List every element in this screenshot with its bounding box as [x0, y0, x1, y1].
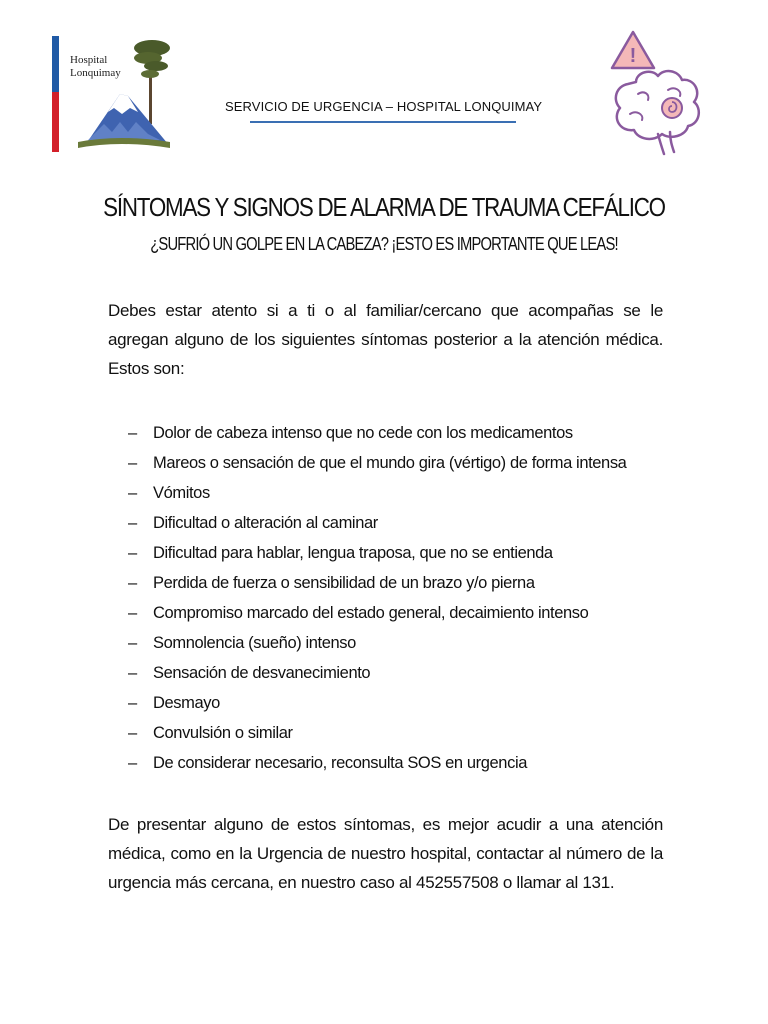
- list-item: – Sensación de desvanecimiento: [128, 658, 688, 688]
- service-title: SERVICIO DE URGENCIA – HOSPITAL LONQUIMAY: [225, 99, 543, 114]
- list-item: – Convulsión o similar: [128, 718, 688, 748]
- list-item: – Dificultad para hablar, lengua traposa, que no se entienda: [128, 538, 688, 568]
- list-item: – Dolor de cabeza intenso que no cede con los medicamentos: [128, 418, 688, 448]
- logo-line-2: Lonquimay: [70, 67, 121, 79]
- list-item: – Somnolencia (sueño) intenso: [128, 628, 688, 658]
- page-title: SÍNTOMAS Y SIGNOS DE ALARMA DE TRAUMA CEFÁLICO: [103, 192, 665, 222]
- warning-symbol: !: [629, 45, 637, 67]
- service-title-underline: [250, 121, 516, 123]
- flag-stripe-blue: [52, 36, 59, 92]
- intro-paragraph: Debes estar atento si a ti o al familiar/cercano que acompañas se le agregan alguno de los siguientes síntomas posterior a la atención médica. Estos son:: [108, 301, 663, 378]
- page-subtitle: ¿SUFRIÓ UN GOLPE EN LA CABEZA? ¡ESTO ES IMPORTANTE QUE LEAS!: [150, 234, 618, 254]
- list-item: – Perdida de fuerza o sensibilidad de un brazo y/o pierna: [128, 568, 688, 598]
- document-header: [0, 0, 768, 170]
- list-item: – De considerar necesario, reconsulta SOS en urgencia: [128, 748, 688, 778]
- logo-line-1: Hospital: [70, 54, 108, 66]
- flag-stripe-red: [52, 92, 59, 152]
- list-item: – Desmayo: [128, 688, 688, 718]
- symptoms-list: [128, 418, 688, 778]
- closing-paragraph: De presentar alguno de estos síntomas, es mejor acudir a una atención médica, como en la Urgencia de nuestro hospital, contactar al número de la urgencia más cercana, en nuestro caso al 452557508 o llamar al 131.: [108, 815, 663, 892]
- list-item: – Compromiso marcado del estado general, decaimiento intenso: [128, 598, 688, 628]
- list-item: – Mareos o sensación de que el mundo gira (vértigo) de forma intensa: [128, 448, 688, 478]
- list-item: – Dificultad o alteración al caminar: [128, 508, 688, 538]
- brain-warning-icon: [608, 28, 706, 156]
- list-item: – Vómitos: [128, 478, 688, 508]
- hospital-logo-icon: [64, 36, 176, 154]
- hospital-logo-text: [70, 54, 121, 80]
